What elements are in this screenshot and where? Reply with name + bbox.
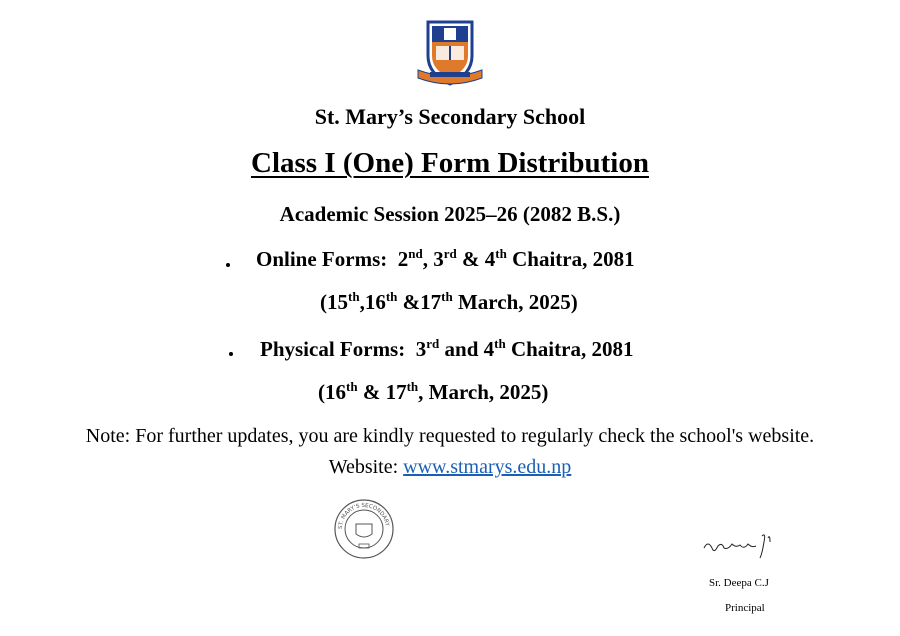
signer-name: Sr. Deepa C.J	[709, 577, 769, 589]
notice-title: Class I (One) Form Distribution	[251, 147, 649, 179]
online-forms-label: Online Forms:	[256, 247, 388, 271]
physical-forms-line: Physical Forms: 3rd and 4th Chaitra, 2081	[260, 335, 634, 361]
website-link[interactable]: www.stmarys.edu.np	[403, 456, 572, 478]
svg-text:ST. MARY'S SECONDARY SCHOOL: ST. MARY'S SECONDARY	[337, 502, 390, 530]
website-label: Website:	[328, 456, 399, 478]
update-note: Note: For further updates, you are kindly requested to regularly check the school's website.	[85, 425, 815, 447]
online-forms-ad-dates: (15th,16th &17th March, 2025)	[320, 288, 578, 314]
bullet-icon	[226, 263, 230, 267]
school-crest-icon	[414, 16, 486, 90]
school-name: St. Mary’s Secondary School	[314, 104, 586, 129]
bullet-icon	[229, 352, 233, 356]
principal-signature	[700, 528, 780, 562]
online-forms-line: Online Forms: 2nd, 3rd & 4th Chaitra, 2081	[256, 245, 635, 271]
signer-title: Principal	[725, 602, 765, 614]
signature-icon	[700, 528, 780, 562]
website-line	[0, 456, 900, 479]
seal-stamp-icon	[332, 498, 396, 560]
academic-session: Academic Session 2025–26 (2082 B.S.)	[279, 202, 621, 226]
physical-forms-ad-dates: (16th & 17th, March, 2025)	[318, 378, 549, 404]
school-logo	[414, 16, 486, 90]
school-seal	[332, 498, 396, 560]
physical-forms-label: Physical Forms:	[260, 337, 406, 361]
